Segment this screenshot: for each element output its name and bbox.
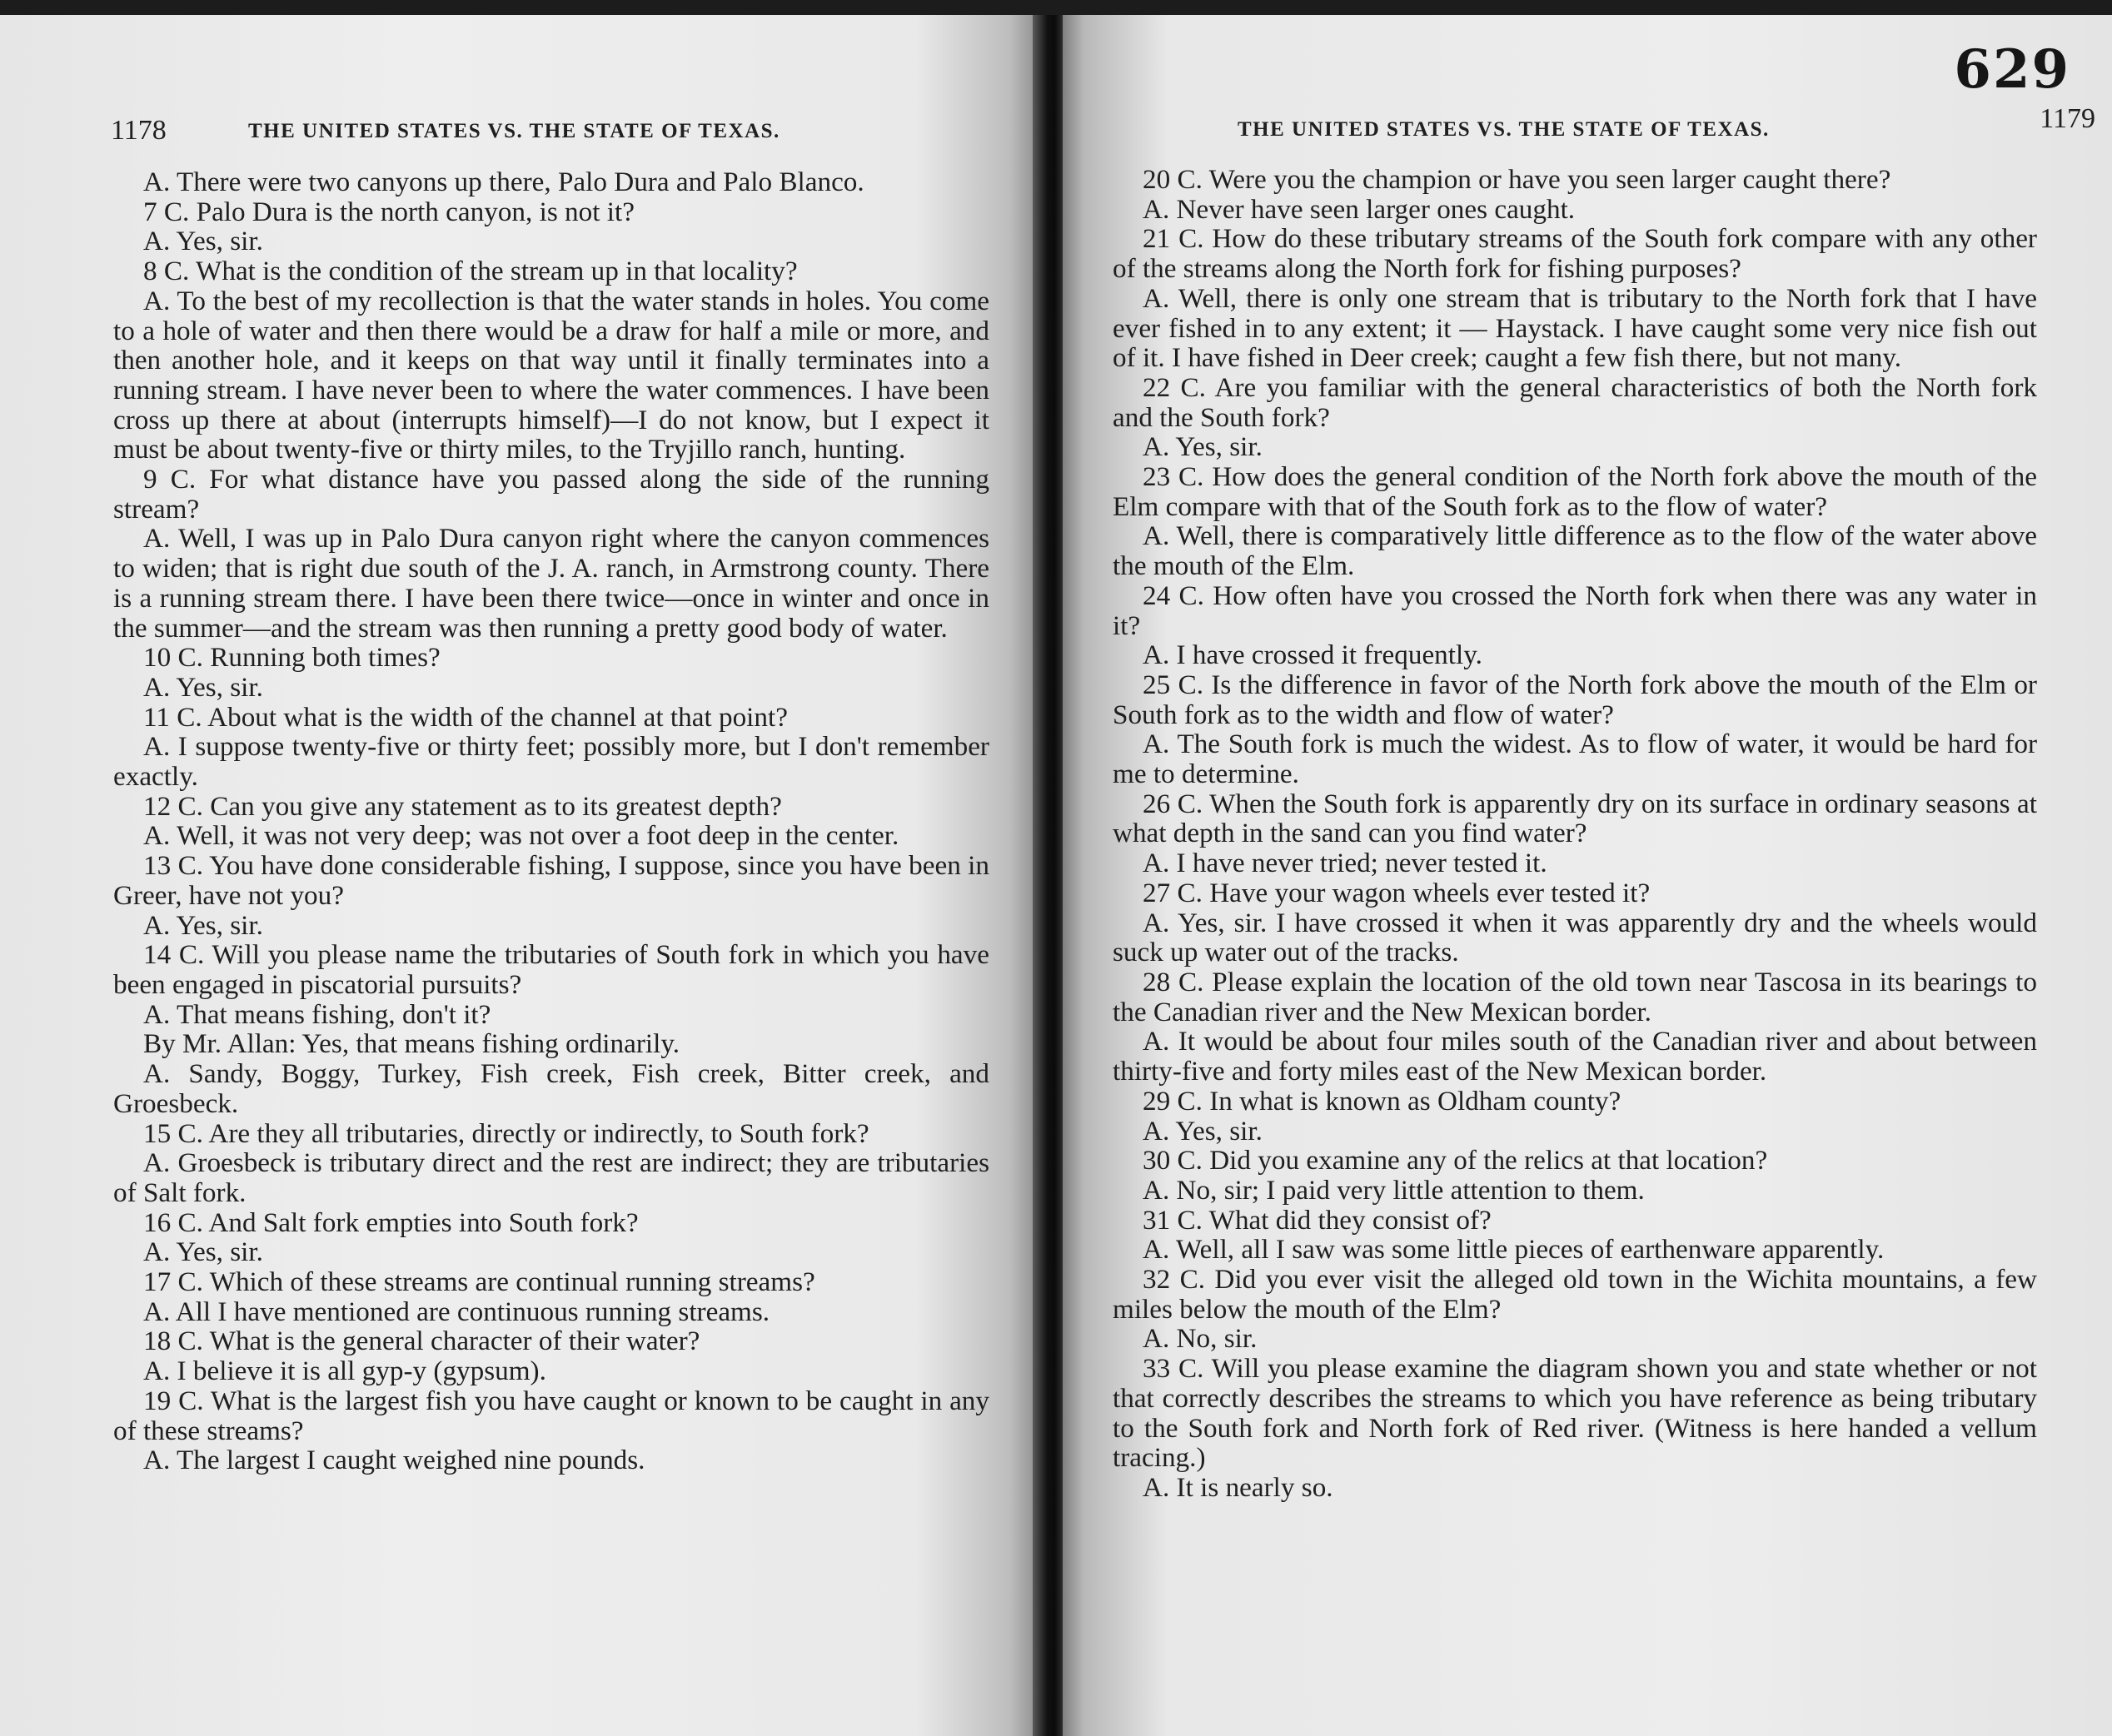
testimony-paragraph: 19 C. What is the largest fish you have caught or known to be caught in any of these streams? (113, 1385, 989, 1446)
testimony-paragraph: 16 C. And Salt fork empties into South fork? (143, 1206, 639, 1238)
testimony-paragraph: 18 C. What is the general character of their water? (143, 1326, 700, 1357)
right-page (1063, 15, 2112, 1736)
testimony-paragraph: A. Yes, sir. (1143, 431, 1263, 463)
testimony-paragraph: A. Yes, sir. (143, 909, 263, 941)
testimony-paragraph: A. No, sir. (1143, 1323, 1258, 1355)
testimony-paragraph: 27 C. Have your wagon wheels ever tested it? (1143, 877, 1651, 908)
testimony-paragraph: A. I have crossed it frequently. (1143, 639, 1482, 671)
testimony-paragraph: 31 C. What did they consist of? (1143, 1204, 1492, 1236)
testimony-paragraph: A. There were two canyons up there, Palo Dura and Palo Blanco. (143, 167, 864, 197)
testimony-paragraph: A. Never have seen larger ones caught. (1143, 193, 1576, 225)
testimony-paragraph: A. Yes, sir. (143, 226, 263, 257)
testimony-paragraph: A. Yes, sir. (143, 1236, 263, 1268)
testimony-paragraph: A. Well, there is only one stream that is tributary to the North fork that I have ever fished in to any extent; it — Haystack. I have caught some very nice fish out of it. I have fished in Deer creek; caught a few fish there, but not many. (1113, 282, 2037, 374)
testimony-paragraph: 8 C. What is the condition of the stream up in that locality? (143, 256, 798, 287)
testimony-paragraph: 7 C. Palo Dura is the north canyon, is not it? (143, 196, 635, 227)
testimony-paragraph: A. Groesbeck is tributary direct and the rest are indirect; they are tributaries of Salt fork. (113, 1147, 989, 1208)
testimony-paragraph: 24 C. How often have you crossed the North fork when there was any water in it? (1113, 579, 2037, 641)
testimony-paragraph: 21 C. How do these tributary streams of the South fork compare with any other of the streams along the North fork for fishing purposes? (1113, 223, 2037, 285)
testimony-paragraph: A. That means fishing, don't it? (143, 998, 491, 1030)
testimony-paragraph: A. It would be about four miles south of the Canadian river and about between thirty-five and forty miles east of the New Mexican border. (1113, 1026, 2037, 1087)
testimony-paragraph: 32 C. Did you ever visit the alleged old town in the Wichita mountains, a few miles below the mouth of the Elm? (1113, 1264, 2037, 1325)
right-running-head: THE UNITED STATES VS. THE STATE OF TEXAS. (1238, 118, 1770, 141)
testimony-paragraph: A. No, sir; I paid very little attention to them. (1143, 1174, 1645, 1206)
left-page-number: 1178 (111, 115, 167, 146)
left-page-header (111, 100, 977, 146)
folio-stamp: 629 (1954, 38, 2070, 101)
testimony-paragraph: A. I believe it is all gyp-y (gypsum). (143, 1355, 546, 1387)
testimony-paragraph: 29 C. In what is known as Oldham county? (1143, 1085, 1621, 1117)
testimony-paragraph: A. I have never tried; never tested it. (1143, 848, 1547, 879)
testimony-paragraph: 30 C. Did you examine any of the relics at that location? (1143, 1145, 1768, 1176)
testimony-paragraph: 9 C. For what distance have you passed along the side of the running stream? (113, 464, 989, 525)
testimony-paragraph: A. Yes, sir. I have crossed it when it was apparently dry and the wheels would suck up water out of the tracks. (1113, 907, 2037, 968)
testimony-paragraph: 14 C. Will you please name the tributaries of South fork in which you have been engaged in piscatorial pursuits? (113, 939, 989, 1000)
right-page-number: 1179 (2040, 103, 2095, 134)
testimony-paragraph: A. All I have mentioned are continuous running streams. (143, 1296, 770, 1327)
testimony-paragraph: A. Yes, sir. (143, 671, 263, 703)
testimony-paragraph: 17 C. Which of these streams are continual running streams? (143, 1266, 815, 1298)
testimony-paragraph: A. The South fork is much the widest. As to flow of water, it would be hard for me to determine. (1113, 729, 2037, 790)
testimony-paragraph: 12 C. Can you give any statement as to its greatest depth? (143, 790, 782, 822)
left-page (0, 15, 1041, 1736)
testimony-paragraph: 33 C. Will you please examine the diagram shown you and state whether or not that correctly describes the streams to which you have reference as being tributary to the South fork and North fork of Red river. (Witness is here handed a vellum tracing.) (1113, 1353, 2037, 1474)
testimony-paragraph: 11 C. About what is the width of the channel at that point? (143, 701, 788, 733)
testimony-paragraph: 15 C. Are they all tributaries, directly or indirectly, to South fork? (143, 1117, 869, 1149)
right-page-header (1238, 100, 2095, 142)
testimony-paragraph: 13 C. You have done considerable fishing, I suppose, since you have been in Greer, have not you? (113, 850, 989, 911)
testimony-paragraph: A. Well, all I saw was some little pieces of earthenware apparently. (1143, 1234, 1885, 1266)
testimony-paragraph: A. It is nearly so. (1143, 1471, 1333, 1503)
left-page-body (113, 167, 989, 1475)
testimony-paragraph: A. Well, I was up in Palo Dura canyon right where the canyon commences to widen; that is right due south of the J. A. ranch, in Armstrong county. There is a running stream there. I have been there twice—once in winter and once in the summer—and the stream was then running a pretty good body of water. (113, 523, 989, 644)
right-page-body (1113, 165, 2037, 1503)
testimony-paragraph: A. Yes, sir. (1143, 1115, 1263, 1147)
book-spread (0, 15, 2112, 1736)
testimony-paragraph: 23 C. How does the general condition of the North fork above the mouth of the Elm compare with that of the South fork as to the flow of water? (1113, 461, 2037, 522)
testimony-paragraph: A. I suppose twenty-five or thirty feet; possibly more, but I don't remember exactly. (113, 731, 989, 793)
testimony-paragraph: 25 C. Is the difference in favor of the North fork above the mouth of the Elm or South fork as to the width and flow of water? (1113, 669, 2037, 730)
testimony-paragraph: By Mr. Allan: Yes, that means fishing ordinarily. (143, 1028, 680, 1060)
testimony-paragraph: A. Well, there is comparatively little difference as to the flow of the water above the mouth of the Elm. (1113, 520, 2037, 582)
testimony-paragraph: A. To the best of my recollection is that the water stands in holes. You come to a hole of water and then there would be a draw for half a mile or more, and then another hole, and it keeps on that way until it finally terminates into a running stream. I have never been to where the water commences. I have been cross up there at about (interrupts himself)—I do not know, but I expect it must be about twenty-five or thirty miles, to the Tryjillo ranch, hunting. (113, 285, 989, 465)
testimony-paragraph: 20 C. Were you the champion or have you seen larger caught there? (1143, 164, 1891, 195)
testimony-paragraph: 10 C. Running both times? (143, 642, 441, 674)
testimony-paragraph: 28 C. Please explain the location of the old town near Tascosa in its bearings to the Canadian river and the New Mexican border. (1113, 966, 2037, 1027)
left-running-head: THE UNITED STATES VS. THE STATE OF TEXAS. (248, 120, 780, 142)
testimony-paragraph: 26 C. When the South fork is apparently dry on its surface in ordinary seasons at what depth in the sand can you find water? (1113, 788, 2037, 849)
testimony-paragraph: 22 C. Are you familiar with the general characteristics of both the North fork and the South fork? (1113, 371, 2037, 433)
testimony-paragraph: A. The largest I caught weighed nine pounds. (143, 1445, 645, 1476)
testimony-paragraph: A. Sandy, Boggy, Turkey, Fish creek, Fish creek, Bitter creek, and Groesbeck. (113, 1058, 989, 1119)
testimony-paragraph: A. Well, it was not very deep; was not over a foot deep in the center. (143, 820, 899, 852)
